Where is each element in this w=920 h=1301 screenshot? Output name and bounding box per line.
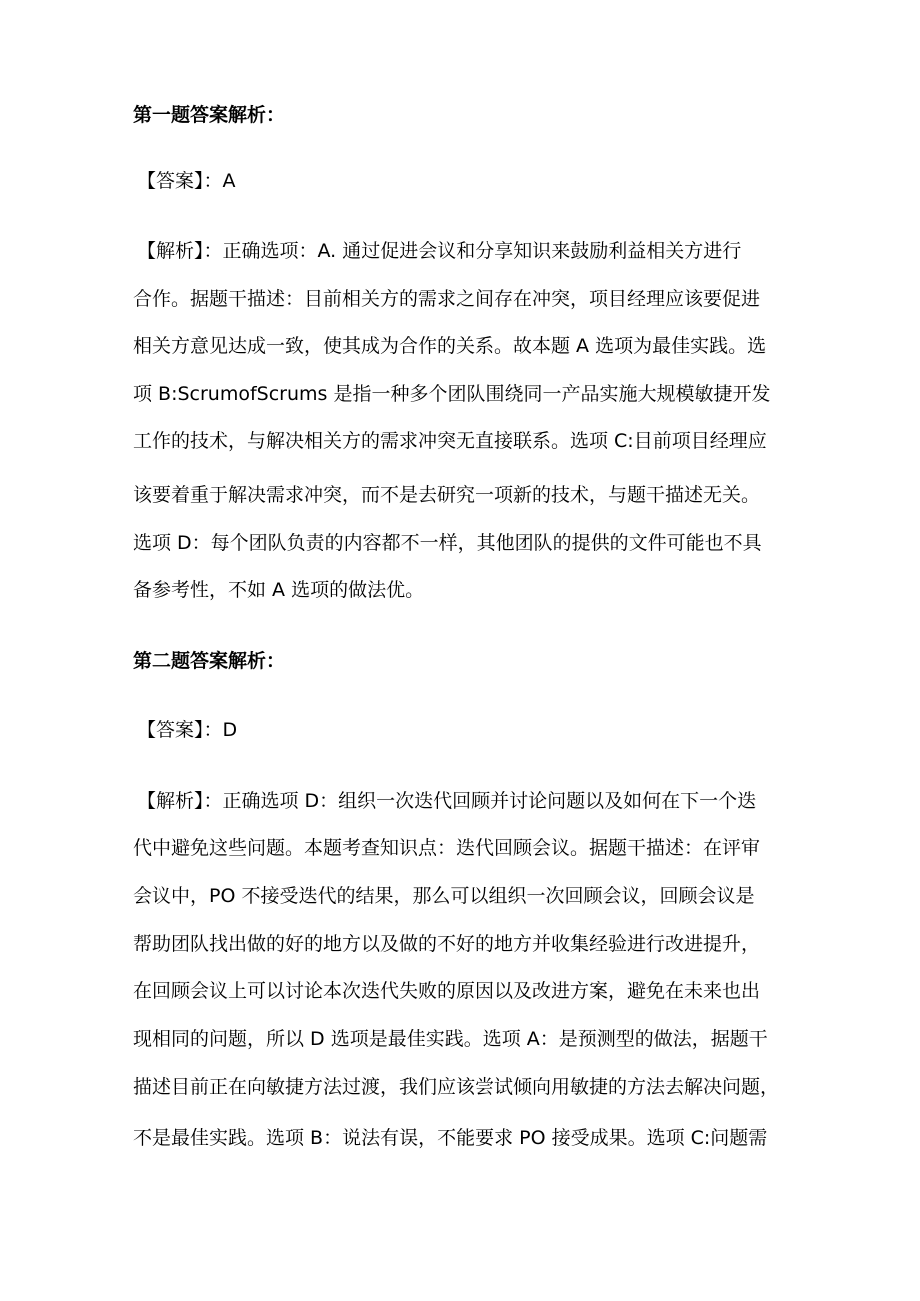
explanation-line: 在回顾会议上可以讨论本次迭代失败的原因以及改进方案，避免在未来也出 xyxy=(133,980,761,1002)
explanation-line: 备参考性，不如 A 选项的做法优。 xyxy=(133,579,425,601)
section1-answer: 【答案】：A xyxy=(137,170,236,192)
explanation-line: 描述目前正在向敏捷方法过渡，我们应该尝试倾向用敏捷的方法去解决问题， xyxy=(133,1076,780,1098)
explanation-line: 代中避免这些问题。本题考查知识点：迭代回顾会议。据题干描述：在评审 xyxy=(133,837,761,859)
explanation-line: 选项 D：每个团队负责的内容都不一样，其他团队的提供的文件可能也不具 xyxy=(133,532,762,554)
explanation-line: 【解析】：正确选项 D：组织一次迭代回顾并讨论问题以及如何在下一个迭 xyxy=(137,790,757,812)
section2-heading: 第二题答案解析： xyxy=(133,650,286,672)
explanation-line: 帮助团队找出做的好的地方以及做的不好的地方并收集经验进行改进提升， xyxy=(133,933,761,955)
explanation-line: 项 B:ScrumofScrums 是指一种多个团队围绕同一产品实施大规模敏捷开发 xyxy=(133,383,771,405)
explanation-line: 【解析】：正确选项：A. 通过促进会议和分享知识来鼓励利益相关方进行 xyxy=(137,240,742,262)
explanation-line: 会议中，PO 不接受迭代的结果，那么可以组织一次回顾会议，回顾会议是 xyxy=(133,885,755,907)
explanation-line: 合作。据题干描述：目前相关方的需求之间存在冲突，项目经理应该要促进 xyxy=(133,288,761,310)
explanation-line: 不是最佳实践。选项 B：说法有误，不能要求 PO 接受成果。选项 C:问题需 xyxy=(133,1127,768,1149)
explanation-line: 该要着重于解决需求冲突，而不是去研究一项新的技术，与题干描述无关。 xyxy=(133,484,761,506)
explanation-line: 相关方意见达成一致，使其成为合作的关系。故本题 A 选项为最佳实践。选 xyxy=(133,335,767,357)
explanation-line: 现相同的问题，所以 D 选项是最佳实践。选项 A：是预测型的做法，据题干 xyxy=(133,1028,768,1050)
explanation-line: 工作的技术，与解决相关方的需求冲突无直接联系。选项 C:目前项目经理应 xyxy=(133,430,767,452)
section1-heading: 第一题答案解析： xyxy=(133,104,286,126)
section2-answer: 【答案】：D xyxy=(137,719,238,741)
